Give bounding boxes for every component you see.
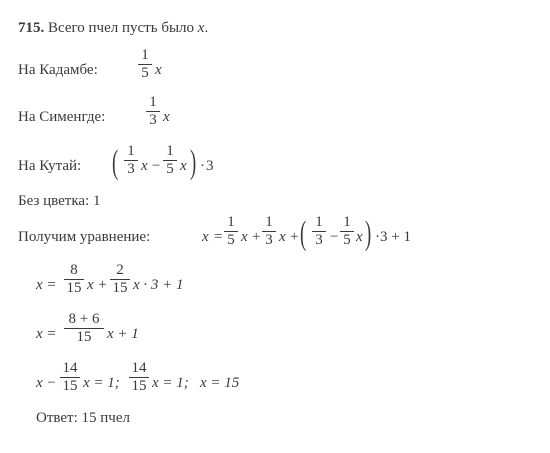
step1-fraction-2	[110, 263, 130, 296]
simengde-var: x	[163, 109, 170, 125]
eq-minus: −	[330, 229, 339, 245]
eq-f1-den: 5	[227, 232, 235, 248]
step3-f2-num: 14	[131, 360, 147, 376]
eq-f2-num: 1	[265, 214, 273, 230]
kutai-var-1: x	[141, 158, 148, 174]
kadambe-label: На Кадамбе:	[18, 62, 98, 78]
eq-fraction-2	[262, 215, 276, 248]
step3-a: x −	[36, 375, 57, 391]
step3-c: x = 1;	[152, 375, 189, 391]
step2-f1-num: 8 + 6	[68, 311, 100, 327]
step3-d: x = 15	[200, 375, 240, 391]
eq-right-paren: )	[365, 215, 372, 252]
step1-f2-num: 2	[116, 262, 124, 278]
kutai-f1-num: 1	[127, 143, 135, 159]
problem-statement	[18, 20, 208, 37]
step1-f1-den: 15	[66, 280, 82, 296]
kutai-label: На Кутай:	[18, 158, 82, 174]
eq-fraction-3	[312, 215, 326, 248]
eq-f4-den: 5	[343, 232, 351, 248]
eq-f3-num: 1	[315, 214, 323, 230]
equation-label: Получим уравнение:	[18, 229, 151, 245]
problem-intro: Всего пчел пусть было	[48, 20, 195, 36]
right-paren: )	[190, 144, 197, 181]
step3-f1-den: 15	[62, 378, 78, 394]
eq-var-1: x	[241, 229, 248, 245]
problem-period: .	[204, 20, 209, 36]
eq-left-paren: (	[300, 215, 307, 252]
kutai-minus: −	[152, 158, 161, 174]
step3-f1-num: 14	[62, 360, 78, 376]
step1-fraction-1	[64, 263, 84, 296]
eq-tail: ·3 + 1	[375, 229, 411, 245]
kutai-f1-den: 3	[127, 161, 135, 177]
eq-f3-den: 3	[315, 232, 323, 248]
eq-plus-1: +	[252, 229, 261, 245]
step2-lhs: x =	[36, 326, 57, 342]
eq-var-3: x	[356, 229, 363, 245]
simengde-den: 3	[149, 112, 157, 128]
step2-f1-den: 15	[76, 329, 92, 345]
problem-number: 715.	[18, 20, 45, 36]
step2-tail: x + 1	[107, 326, 139, 342]
step1-f2-den: 15	[112, 280, 128, 296]
eq-f4-num: 1	[343, 214, 351, 230]
simengde-fraction	[146, 95, 160, 128]
kutai-times: ·	[200, 158, 205, 174]
simengde-num: 1	[149, 94, 157, 110]
kutai-f2-num: 1	[166, 143, 174, 159]
kutai-f2-den: 5	[166, 161, 174, 177]
eq-sign: =	[214, 229, 223, 245]
step1-mid: x +	[87, 277, 108, 293]
eq-fraction-1	[224, 215, 238, 248]
step3-b: x = 1;	[83, 375, 120, 391]
answer-line: Ответ: 15 пчел	[36, 410, 130, 426]
eq-f1-num: 1	[227, 214, 235, 230]
step3-fraction-2	[129, 361, 149, 394]
kutai-fraction-2	[163, 144, 177, 177]
kutai-var-2: x	[180, 158, 187, 174]
eq-var-2: x	[279, 229, 286, 245]
kadambe-fraction	[138, 48, 152, 81]
eq-f2-den: 3	[265, 232, 273, 248]
left-paren: (	[112, 144, 119, 181]
step3-f2-den: 15	[131, 378, 147, 394]
step3-fraction-1	[60, 361, 80, 394]
no-flower-line: Без цветка: 1	[18, 193, 101, 209]
kutai-three: 3	[206, 158, 214, 174]
step2-fraction	[64, 312, 104, 345]
kutai-fraction-1	[124, 144, 138, 177]
step1-tail: x · 3 + 1	[133, 277, 184, 293]
eq-lhs: x	[202, 229, 209, 245]
kadambe-num: 1	[141, 47, 149, 63]
eq-plus-2: +	[290, 229, 299, 245]
simengde-label: На Сименгде:	[18, 109, 106, 125]
step1-f1-num: 8	[70, 262, 78, 278]
kadambe-den: 5	[141, 65, 149, 81]
eq-fraction-4	[340, 215, 354, 248]
problem-var: x	[197, 20, 205, 36]
step1-lhs: x =	[36, 277, 57, 293]
kadambe-var: x	[155, 62, 162, 78]
